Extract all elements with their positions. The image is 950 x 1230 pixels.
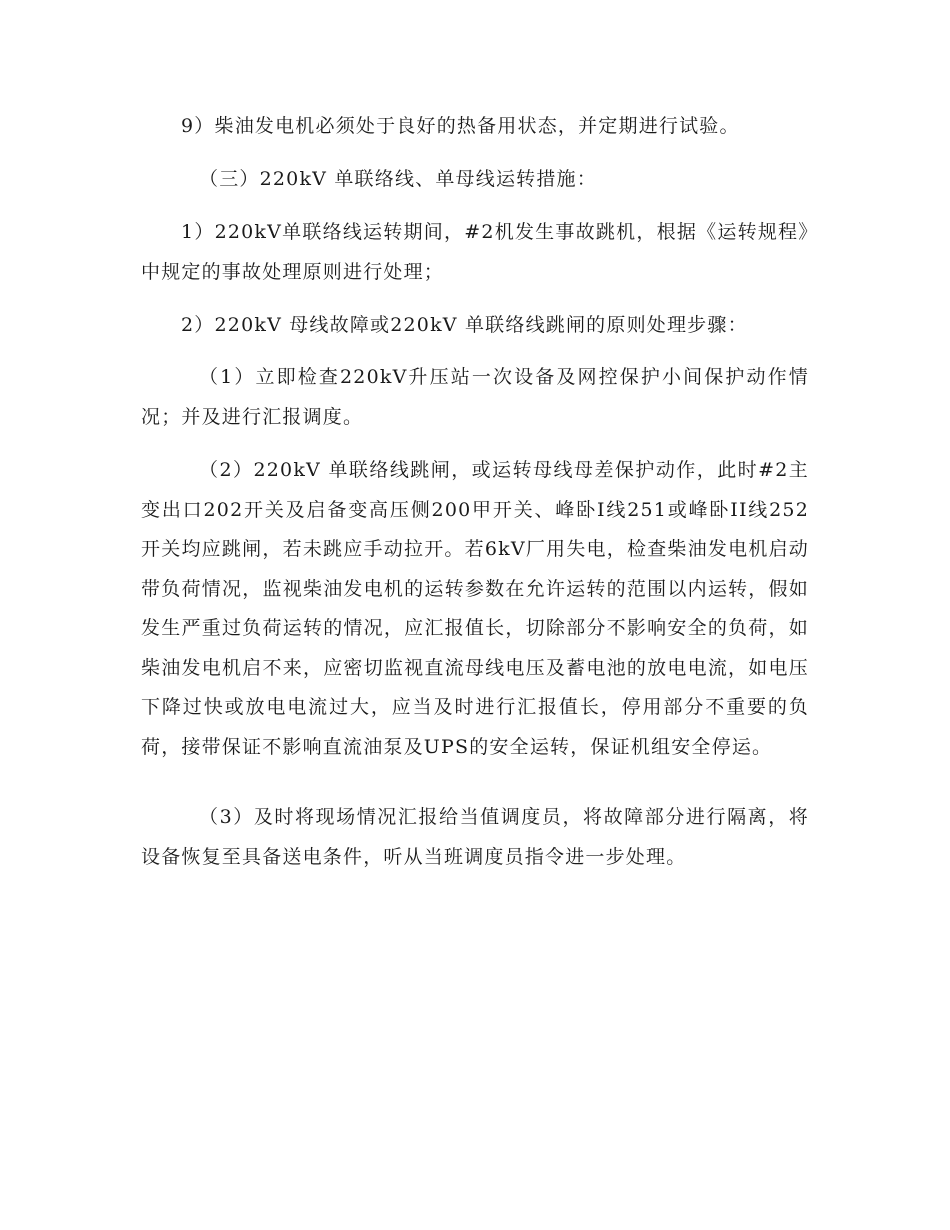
paragraph-step-1: （1）立即检查220kV升压站一次设备及网控保护小间保护动作情况；并及进行汇报调度。 (141, 366, 809, 428)
paragraph-item-9: 9）柴油发电机必须处于良好的热备用状态，并定期进行试验。 (181, 115, 740, 137)
paragraph-step-2: （2）220kV 单联络线跳闸，或运转母线母差保护动作，此时#2主变出口202开关及启备变高压侧200甲开关、峰卧Ⅰ线251或峰卧II线252开关均应跳闸，若未跳应手动拉开。若6kV厂用失电，检查柴油发电机启动带负荷情况，监视柴油发电机的运转参数在允许运转的范围以内运转，假如发生严重过负荷运转的情况，应汇报值长，切除部分不影响安全的负荷，如柴油发电机启不来，应密切监视直流母线电压及蓄电池的放电电流，如电压下降过快或放电电流过大，应当及时进行汇报值长，停用部分不重要的负荷，接带保证不影响直流油泵及UPS的安全运转，保证机组安全停运。 (141, 459, 809, 758)
paragraph-step-3: （3）及时将现场情况汇报给当值调度员，将故障部分进行隔离，将设备恢复至具备送电条件，听从当班调度员指令进一步处理。 (141, 806, 809, 868)
section-heading-3: （三）220kV 单联络线、单母线运转措施： (199, 168, 597, 190)
paragraph-item-1: 1）220kV单联络线运转期间，#2机发生事故跳机，根据《运转规程》中规定的事故处理原则进行处理； (141, 221, 809, 283)
paragraph-item-2: 2）220kV 母线故障或220kV 单联络线跳闸的原则处理步骤： (181, 314, 748, 336)
